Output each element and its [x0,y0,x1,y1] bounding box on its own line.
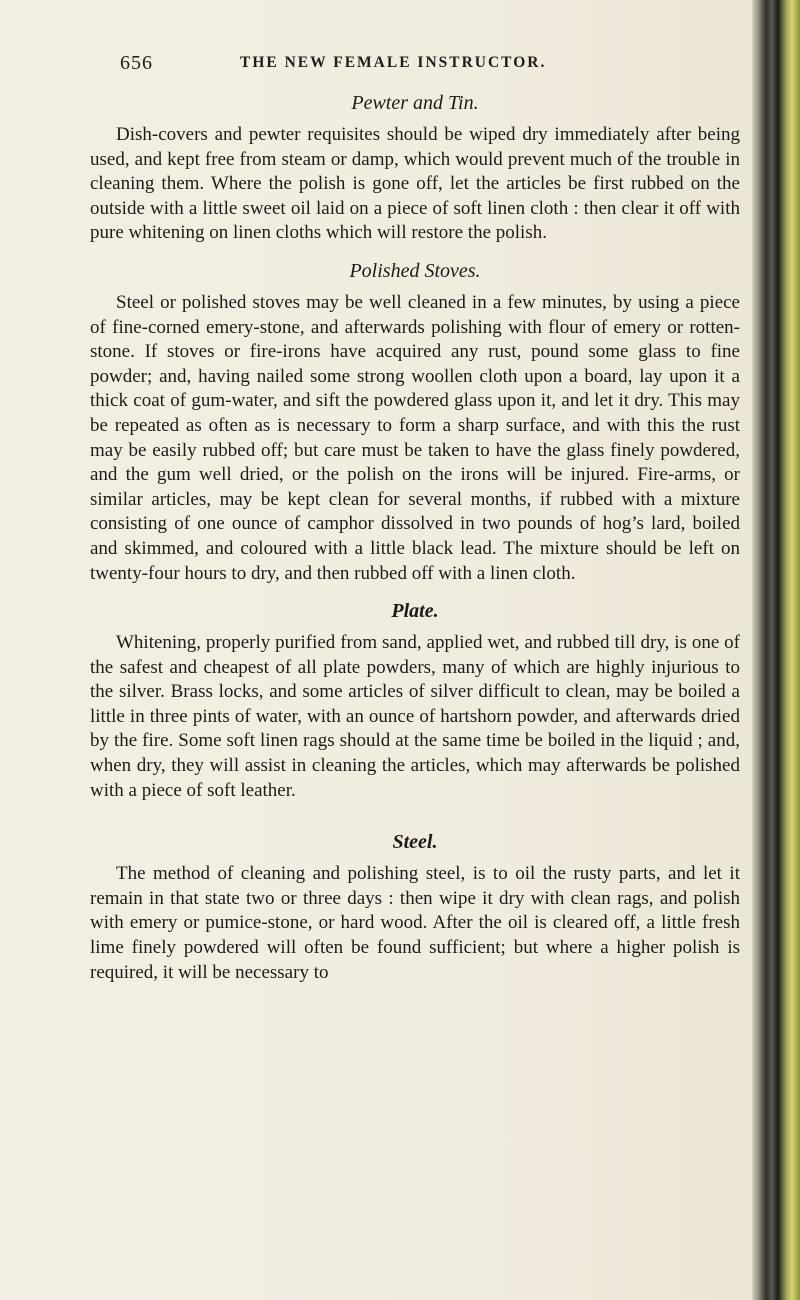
running-head: THE NEW FEMALE INSTRUCTOR. [240,54,547,71]
section-heading-polished-stoves: Polished Stoves. [349,259,481,282]
section-paragraph-polished-stoves: Steel or polished stoves may be well cleaned in a few minutes, by using a piece of fine-corned emery-stone, and afterwards polishing with flour of emery or rotten-stone. If stoves or fire-irons have acquired any rust, pound some glass to fine powder; and, having nailed some strong woollen cloth upon a board, lay upon it a thick coat of gum-water, and sift the powdered glass upon it, and let it dry. This may be repeated as often as is necessary to form a sharp surface, and with this the rust may be easily rubbed off; but care must be taken to have the glass finely powdered, and the gum well dried, or the polish on the irons will be injured. Fire-arms, or similar articles, may be kept clean for several months, if rubbed with a mixture consisting of one ounce of camphor dissolved in two pounds of hog’s lard, boiled and skimmed, and coloured with a little black lead. The mixture should be left on twenty-four hours to dry, and then rubbed off with a linen cloth. [90,291,740,584]
section-heading-pewter: Pewter and Tin. [351,92,479,114]
section-heading-steel: Steel. [392,831,438,854]
page-number: 656 [120,52,153,74]
section-paragraph-plate: Whitening, properly purified from sand, applied wet, and rubbed till dry, is one of the safest and cheapest of all plate powders, many of which are highly injurious to the silver. Brass locks, and some articles of silver difficult to clean, may be boiled a little in three pints of water, with an ounce of hartshorn powder, and afterwards dried by the fire. Some soft linen rags should at the same time be boiled in the liquid ; and, when dry, they will assist in cleaning the articles, which may afterwards be polished with a piece of soft leather. [90,632,740,801]
page-header [90,44,740,78]
section-paragraph-pewter: Dish-covers and pewter requisites should be wiped dry immediately after being used, and kept free from steam or damp, which would prevent much of the trouble in cleaning them. Where the polish is gone off, let the articles be first rubbed on the outside with a little sweet oil laid on a piece of soft linen cloth : then clear it off with pure whitening on linen cloths which will restore the polish. [90,124,740,244]
page-content [90,44,740,985]
page-edge-binding [752,0,800,1300]
section-paragraph-steel: The method of cleaning and polishing steel, is to oil the rusty parts, and let it remain in that state two or three days : then wipe it dry with clean rags, and polish with emery or pumice-stone, or hard wood. After the oil is cleared off, a little fresh lime finely powdered will often be found sufficient; but where a higher polish is required, it will be necessary to [90,863,740,983]
section-heading-plate: Plate. [391,600,439,623]
